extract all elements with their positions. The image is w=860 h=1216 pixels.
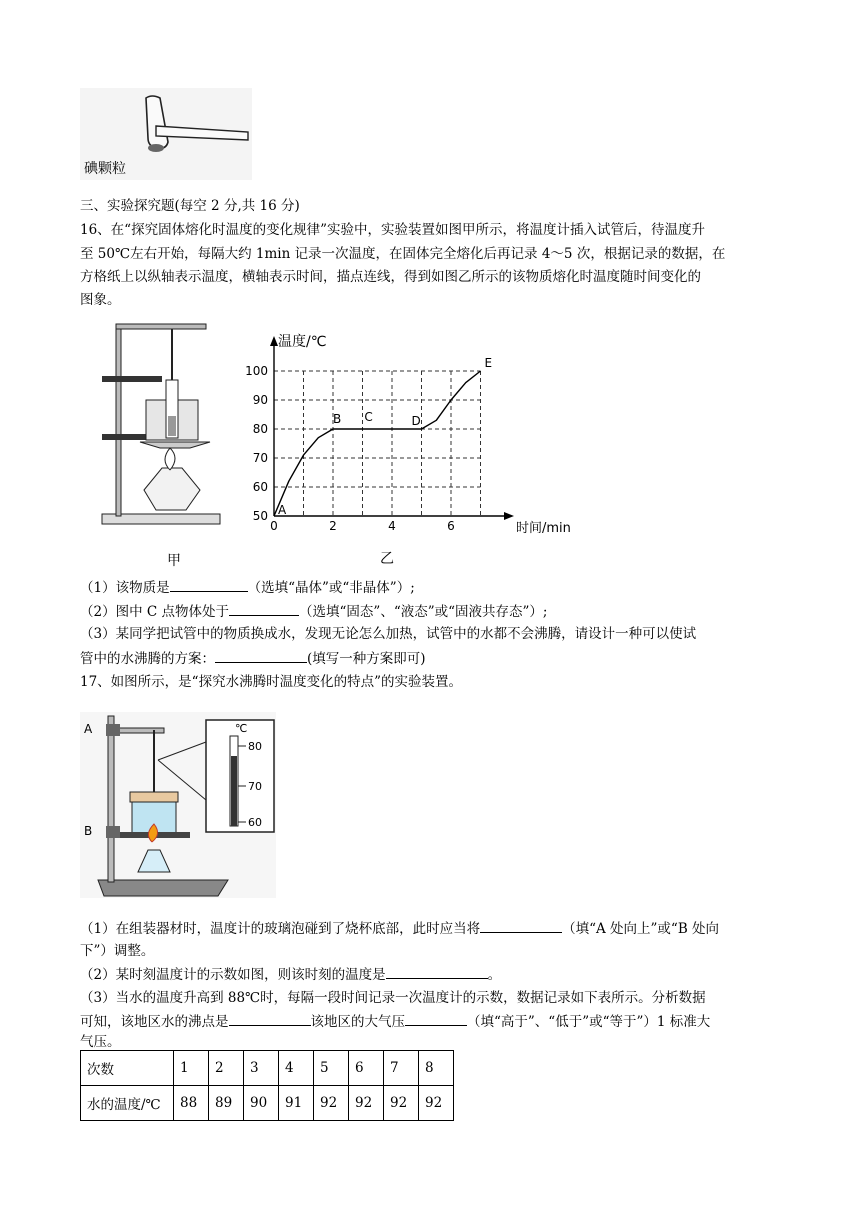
apparatus-jia — [100, 320, 225, 530]
q17-p3-text: 可知，该地区水的沸点是 — [80, 1014, 229, 1030]
label-a: A — [84, 722, 93, 736]
chart-point-label: A — [278, 503, 287, 517]
melting-chart — [238, 326, 583, 540]
table-row-counts — [81, 1051, 454, 1086]
table-cell: 90 — [244, 1086, 279, 1121]
q16-stem-line-3: 方格纸上以纵轴表示温度，横轴表示时间，描点连线，得到如图乙所示的该物质熔化时温度随时间变化的 — [80, 269, 701, 285]
q16-part-3-line-1: （3）某同学把试管中的物质换成水，发现无论怎么加热，试管中的水都不会沸腾，请设计一种可以使试 — [80, 626, 697, 642]
chart-x-tick-label: 2 — [329, 519, 337, 533]
table-cell: 91 — [279, 1086, 314, 1121]
q17-p1-blank[interactable] — [480, 918, 562, 933]
table-cell: 3 — [244, 1051, 279, 1086]
table-cell: 8 — [419, 1051, 454, 1086]
q17-p1-options: （填“A 处向上”或“B 处向 — [562, 921, 720, 937]
q17-part-2 — [80, 964, 501, 985]
q17-part-3-line-3: 气压。 — [80, 1034, 121, 1050]
q17-p2-text: （2）某时刻温度计的示数如图，则该时刻的温度是 — [80, 967, 386, 983]
chart-point-label: E — [484, 356, 493, 370]
q16-part-2 — [80, 601, 547, 622]
q17-part-1-line-1 — [80, 918, 719, 939]
section-title: 三、实验探究题(每空 2 分,共 16 分) — [80, 198, 300, 214]
table-cell: 5 — [314, 1051, 349, 1086]
thermometer-70: 70 — [248, 780, 262, 793]
q17-p3-options: （填“高于”、“低于”或“等于”）1 标准大 — [467, 1014, 711, 1030]
q16-part-3-line-2 — [80, 648, 426, 669]
q16-stem-line-2: 至 50℃左右开始，每隔大约 1min 记录一次温度，在固体完全熔化后再记录 4～5 次，根据记录的数据，在 — [80, 246, 726, 262]
q17-p3-text-2: 该地区的大气压 — [310, 1014, 405, 1030]
q17-p3-blank-pressure[interactable] — [405, 1011, 467, 1026]
boiling-apparatus — [80, 712, 276, 898]
iodine-label: 碘颗粒 — [84, 161, 126, 177]
table-cell: 88 — [174, 1086, 209, 1121]
melting-apparatus-illustration — [100, 320, 225, 530]
q16-p3-note: (填写一种方案即可) — [307, 651, 426, 667]
table-cell: 89 — [209, 1086, 244, 1121]
q16-part-1 — [80, 577, 415, 598]
q16-p1-blank[interactable] — [170, 577, 248, 592]
table-cell: 4 — [279, 1051, 314, 1086]
table-cell: 6 — [349, 1051, 384, 1086]
chart-point-label: B — [333, 412, 342, 426]
chart-y-tick-label: 100 — [245, 364, 268, 378]
chart-point-label: D — [411, 414, 421, 428]
q17-p2-blank[interactable] — [386, 964, 488, 979]
q16-p1-text: （1）该物质是 — [80, 580, 170, 596]
chart-x-tick-label: 0 — [270, 519, 278, 533]
q17-stem: 17、如图所示，是“探究水沸腾时温度变化的特点”的实验装置。 — [80, 674, 462, 690]
chart-x-tick-label: 6 — [447, 519, 455, 533]
table-row-label: 水的温度/℃ — [81, 1086, 174, 1121]
table-header-label: 次数 — [81, 1051, 174, 1086]
q16-p2-text: （2）图中 C 点物体处于 — [80, 604, 230, 620]
chart-y-tick-label: 80 — [252, 422, 268, 436]
chart-y-tick-label: 70 — [252, 451, 268, 465]
chart-y-tick-label: 90 — [252, 393, 268, 407]
caption-jia: 甲 — [167, 553, 181, 569]
q16-stem-line-1: 16、在“探究固体熔化时温度的变化规律”实验中，实验装置如图甲所示，将温度计插入试管后，待温度升 — [80, 222, 705, 238]
table-cell: 92 — [314, 1086, 349, 1121]
melting-chart-svg — [238, 326, 583, 540]
q16-p1-options: （选填“晶体”或“非晶体”）; — [247, 580, 415, 596]
table-cell: 92 — [419, 1086, 454, 1121]
q16-p2-options: （选填“固态”、“液态”或“固液共存态”）; — [299, 604, 548, 620]
q16-stem-line-4: 图象。 — [80, 292, 121, 308]
q16-p3-blank[interactable] — [215, 648, 307, 663]
table-cell: 7 — [384, 1051, 419, 1086]
table-row-temps — [81, 1086, 454, 1121]
boiling-data-table — [80, 1050, 454, 1121]
boiling-apparatus-illustration — [80, 712, 276, 898]
q16-p3-text: 管中的水沸腾的方案： — [80, 651, 215, 667]
iodine-figure — [80, 88, 252, 180]
chart-x-tick-label: 4 — [388, 519, 396, 533]
caption-yi: 乙 — [380, 551, 394, 567]
chart-y-axis-label: 温度/℃ — [278, 334, 327, 350]
chart-point-label: C — [364, 410, 373, 424]
table-cell: 92 — [349, 1086, 384, 1121]
chart-y-tick-label: 50 — [252, 509, 268, 523]
chart-y-axis-arrow — [270, 336, 278, 346]
chart-x-axis-arrow — [504, 512, 514, 520]
q17-part-3-line-1: （3）当水的温度升高到 88℃时，每隔一段时间记录一次温度计的示数，数据记录如下表所示。分析数据 — [80, 990, 706, 1006]
thermometer-unit: ℃ — [235, 722, 248, 735]
table-cell: 92 — [384, 1086, 419, 1121]
thermometer-80: 80 — [248, 740, 262, 753]
q16-p2-blank[interactable] — [229, 601, 299, 616]
q17-p1-text: （1）在组装器材时，温度计的玻璃泡碰到了烧杯底部，此时应当将 — [80, 921, 481, 937]
chart-y-tick-label: 60 — [252, 480, 268, 494]
table-cell: 2 — [209, 1051, 244, 1086]
label-b: B — [84, 824, 93, 838]
q17-p2-end: 。 — [487, 967, 502, 983]
chart-series-line — [274, 371, 481, 516]
q17-part-1-line-2: 下”）调整。 — [80, 943, 155, 959]
q17-part-3-line-2 — [80, 1011, 710, 1032]
thermometer-60: 60 — [248, 816, 262, 829]
chart-x-axis-label: 时间/min — [516, 521, 571, 536]
table-cell: 1 — [174, 1051, 209, 1086]
q17-p3-blank-boiling[interactable] — [229, 1011, 311, 1026]
